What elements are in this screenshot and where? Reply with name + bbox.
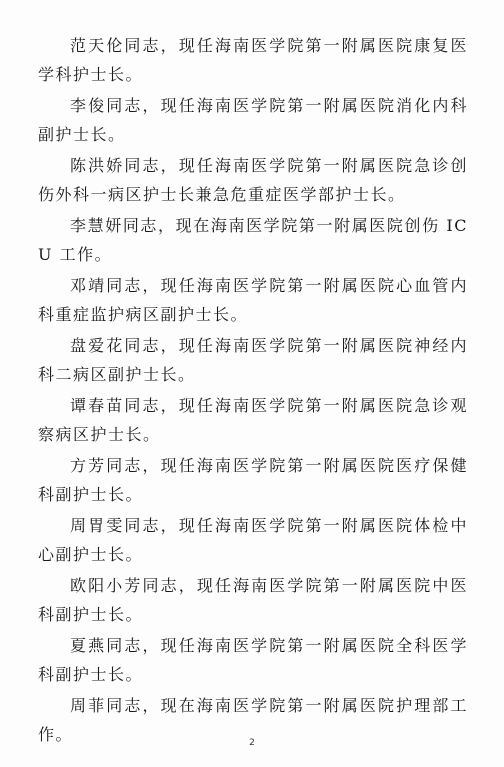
paragraph: 谭春苗同志，现任海南医学院第一附属医院急诊观察病区护士长。 (38, 396, 468, 444)
document-body (38, 32, 468, 752)
paragraph: 邓靖同志，现任海南医学院第一附属医院心血管内科重症监护病区副护士长。 (38, 276, 468, 324)
paragraph: 盘爱花同志，现任海南医学院第一附属医院神经内科二病区副护士长。 (38, 336, 468, 384)
paragraph: 欧阳小芳同志，现任海南医学院第一附属医院中医科副护士长。 (38, 576, 468, 624)
paragraph: 范天伦同志，现任海南医学院第一附属医院康复医学科护士长。 (38, 36, 468, 84)
paragraph: 陈洪娇同志，现任海南医学院第一附属医院急诊创伤外科一病区护士长兼急危重症医学部护士长。 (38, 156, 468, 204)
paragraph: 李慧妍同志，现在海南医学院第一附属医院创伤 ICU 工作。 (38, 216, 468, 264)
paragraph: 方芳同志，现任海南医学院第一附属医院医疗保健科副护士长。 (38, 456, 468, 504)
paragraph: 周胃雯同志，现任海南医学院第一附属医院体检中心副护士长。 (38, 516, 468, 564)
page-number: 2 (249, 738, 255, 748)
paragraph: 夏燕同志，现任海南医学院第一附属医院全科医学科副护士长。 (38, 636, 468, 684)
paragraph: 李俊同志，现任海南医学院第一附属医院消化内科副护士长。 (38, 96, 468, 144)
paragraph: 周菲同志，现在海南医学院第一附属医院护理部工作。 (38, 696, 468, 744)
